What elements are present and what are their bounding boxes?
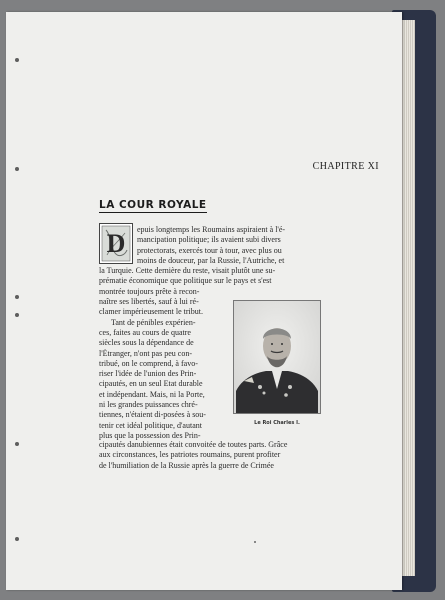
text-line: ni les grandes puissances chré- [99, 400, 198, 410]
text-line: siècles sous la dépendance de [99, 338, 194, 348]
binding-hole [15, 58, 19, 62]
text-line: Tant de pénibles expérien- [111, 317, 196, 327]
text-line: tribué, on le comprend, à favo- [99, 358, 198, 368]
binding-hole [15, 295, 19, 299]
text-line: cipautés, en un seul Etat durable [99, 379, 203, 389]
binding-hole [15, 537, 19, 541]
binding-hole [15, 442, 19, 446]
text-line: plus que la possession des Prin- [99, 430, 201, 440]
portrait-caption: Le Roi Charles I. [254, 420, 300, 426]
text-line: epuis longtemps les Roumains aspiraient à l'é- [137, 225, 286, 234]
portrait-photo [234, 301, 320, 413]
binding-hole [15, 167, 19, 171]
text-line: l'Étranger, n'ont pas peu con- [99, 348, 192, 358]
text-line: de l'humiliation de la Russie après la guerre de Crimée [99, 460, 274, 470]
text-line: ces, faites au cours de quatre [99, 327, 191, 337]
section-title: LA COUR ROYALE [99, 199, 207, 211]
text-line: moins de douceur, par la Russie, l'Autriche, et [137, 255, 285, 265]
text-line: aux circonstances, les patriotes roumains, purent profiter [99, 450, 281, 460]
text-line: naître ses libertés, sauf à lui ré- [99, 297, 199, 307]
text-line: prématie économique que politique sur le pays et s'est [99, 276, 272, 286]
text-line: la Turquie. Cette dernière du reste, visait plutôt une su- [99, 266, 276, 276]
king-portrait [233, 300, 321, 414]
text-line: cipautés danubiennes était convoitée de toutes parts. Grâce [99, 440, 288, 449]
text-line: tiennes, n'étaient di-posées à sou- [99, 410, 206, 420]
binding-hole [15, 313, 19, 317]
text-line: mancipation politique; ils avaient subi divers [137, 235, 281, 245]
chapter-heading: CHAPITRE XI [312, 161, 379, 172]
text-line: riser l'idée de l'union des Prin- [99, 369, 197, 379]
body-text-continued [99, 440, 324, 471]
page-mark [254, 541, 256, 543]
text-line: protectorats, exercés tour à tour, avec plus ou [137, 245, 282, 255]
text-line: montrée toujours prête à recon- [99, 286, 200, 296]
text-line: clamer impérieusement le tribut. [99, 307, 203, 317]
dropcap-letter: D [106, 229, 126, 258]
text-line: et indépendant. Mais, ni la Porte, [99, 389, 205, 399]
text-line: tenir cet idéal politique, d'autant [99, 420, 202, 430]
